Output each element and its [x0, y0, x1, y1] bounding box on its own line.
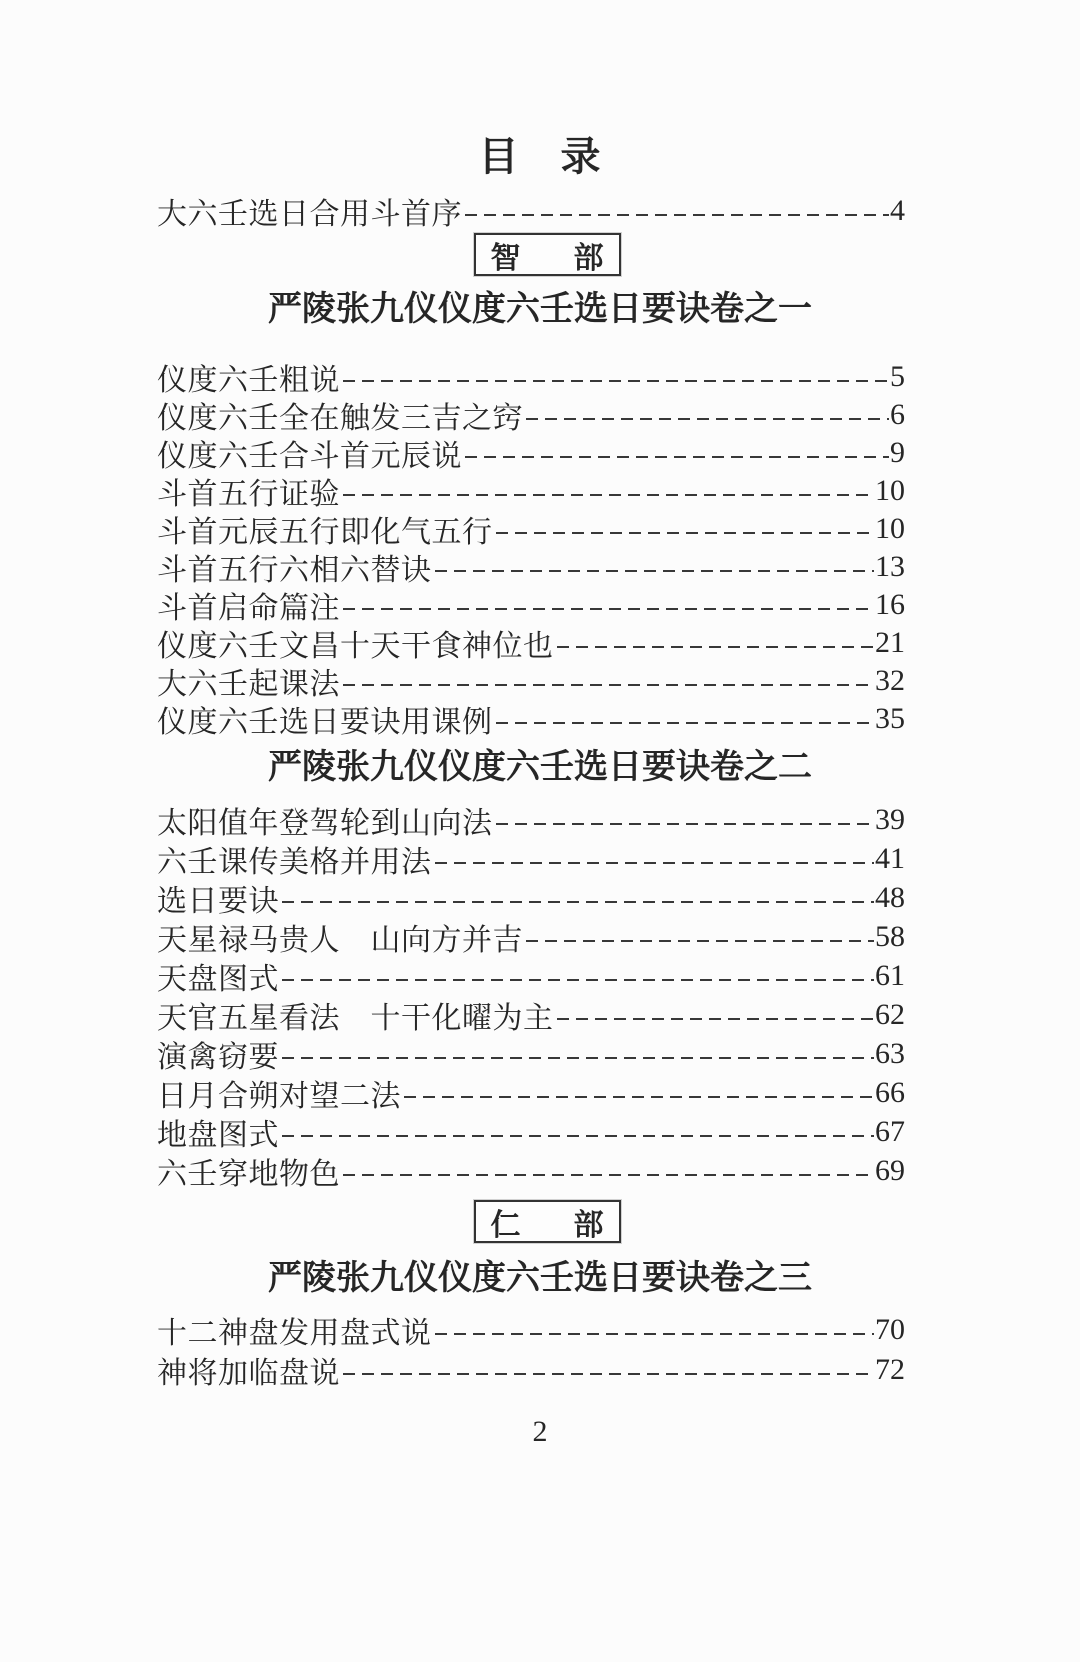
toc-entry [157, 1310, 905, 1350]
toc-entry-page: 13 [875, 550, 905, 583]
part-badge-ren [474, 1200, 621, 1243]
toc-entry-page: 58 [875, 919, 905, 953]
toc-entry-title: 十二神盘发用盘式说 [157, 1317, 432, 1350]
toc-entry-page: 41 [875, 841, 905, 875]
dash-leader [435, 570, 875, 572]
toc-entry-page: 35 [875, 702, 905, 735]
toc-entry-title: 仪度六壬粗说 [157, 364, 340, 397]
toc-entry [157, 358, 905, 396]
dash-leader [557, 646, 875, 648]
part-badge-left-char: 智 [490, 241, 521, 275]
dash-leader [496, 532, 875, 534]
toc-entry [157, 1034, 905, 1073]
dash-leader [282, 979, 874, 981]
part-badge-right-char: 部 [573, 241, 604, 275]
toc-entry-title: 仪度六壬文昌十天干食神位也 [157, 630, 554, 663]
dash-leader [435, 1333, 875, 1335]
toc-entry-page: 63 [875, 1036, 905, 1070]
toc-entry-title: 日月合朔对望二法 [157, 1079, 401, 1113]
toc-entry-page: 66 [875, 1075, 905, 1109]
toc-entry [157, 839, 905, 878]
part-badge-right-char: 部 [573, 1208, 604, 1242]
toc-entry-page: 67 [875, 1114, 905, 1148]
section-heading-vol2: 严陵张九仪仪度六壬选日要诀卷之二 [268, 749, 812, 786]
toc-entry-page: 32 [875, 664, 905, 697]
toc-entry [157, 878, 905, 917]
toc-entry-page: 9 [890, 436, 905, 469]
dash-leader [343, 380, 889, 382]
toc-entry [157, 191, 905, 231]
toc-entry-title: 选日要诀 [157, 884, 279, 918]
dash-leader [282, 1057, 874, 1059]
dash-leader [343, 494, 874, 496]
toc-entry-title: 六壬穿地物色 [157, 1157, 340, 1191]
toc-entry-page: 69 [875, 1153, 905, 1187]
toc-entry [157, 700, 905, 738]
toc-entry-title: 天盘图式 [157, 962, 279, 996]
toc-entry [157, 548, 905, 586]
toc-entry-title: 大六壬选日合用斗首序 [157, 198, 462, 231]
toc-entry [157, 1112, 905, 1151]
toc-entry-title: 仪度六壬合斗首元辰说 [157, 440, 462, 473]
dash-leader [557, 1018, 875, 1020]
page-title: 目 录 [478, 134, 602, 179]
dash-leader [343, 608, 874, 610]
toc-page [0, 136, 1080, 1662]
toc-entry-page: 48 [875, 880, 905, 914]
toc-entry-page: 21 [875, 626, 905, 659]
toc-entry-title: 斗首五行证验 [157, 478, 340, 511]
dash-leader [496, 823, 875, 825]
dash-leader [343, 684, 874, 686]
toc-entry-title: 地盘图式 [157, 1118, 279, 1152]
dash-leader [404, 1096, 874, 1098]
toc-list-vol2 [157, 800, 905, 1190]
dash-leader [465, 456, 889, 458]
toc-entry-page: 10 [875, 474, 905, 507]
toc-list-vol3 [157, 1310, 905, 1390]
toc-entry-title: 演禽窃要 [157, 1040, 279, 1074]
toc-entry-page: 16 [875, 588, 905, 621]
toc-entry-title: 斗首启命篇注 [157, 592, 340, 625]
dash-leader [343, 1373, 874, 1375]
dash-leader [282, 901, 874, 903]
toc-entry-page: 10 [875, 512, 905, 545]
toc-list-vol1 [157, 358, 905, 738]
toc-entry-page: 61 [875, 958, 905, 992]
toc-entry [157, 1073, 905, 1112]
toc-entry-title: 太阳值年登驾轮到山向法 [157, 806, 493, 840]
toc-entry [157, 1350, 905, 1390]
toc-entry [157, 917, 905, 956]
toc-front-list [157, 191, 905, 231]
toc-entry [157, 396, 905, 434]
part-badge-zhi [474, 233, 621, 276]
section-heading-vol3: 严陵张九仪仪度六壬选日要诀卷之三 [268, 1260, 812, 1297]
toc-entry-title: 天星禄马贵人 山向方并吉 [157, 923, 523, 957]
toc-entry-title: 仪度六壬选日要诀用课例 [157, 706, 493, 739]
dash-leader [526, 940, 874, 942]
toc-entry-title: 六壬课传美格并用法 [157, 845, 432, 879]
toc-entry [157, 1151, 905, 1190]
part-badge-left-char: 仁 [490, 1208, 521, 1242]
section-heading-vol1: 严陵张九仪仪度六壬选日要诀卷之一 [268, 291, 812, 328]
toc-entry-page: 6 [890, 398, 905, 431]
toc-entry [157, 624, 905, 662]
toc-entry-title: 神将加临盘说 [157, 1357, 340, 1390]
toc-entry-title: 斗首元辰五行即化气五行 [157, 516, 493, 549]
toc-entry-title: 仪度六壬全在触发三吉之窍 [157, 402, 523, 435]
toc-entry [157, 434, 905, 472]
toc-entry [157, 586, 905, 624]
toc-entry-page: 72 [875, 1353, 905, 1386]
toc-entry-title: 天官五星看法 十干化曜为主 [157, 1001, 554, 1035]
dash-leader [496, 722, 875, 724]
toc-entry-page: 62 [875, 997, 905, 1031]
toc-entry [157, 995, 905, 1034]
toc-entry-page: 4 [890, 194, 905, 227]
dash-leader [435, 862, 875, 864]
dash-leader [526, 418, 889, 420]
dash-leader [282, 1135, 874, 1137]
toc-entry-page: 39 [875, 802, 905, 836]
toc-entry [157, 956, 905, 995]
toc-entry [157, 662, 905, 700]
toc-entry [157, 800, 905, 839]
dash-leader [343, 1174, 874, 1176]
toc-entry [157, 472, 905, 510]
toc-entry [157, 510, 905, 548]
toc-entry-page: 5 [890, 360, 905, 393]
page-number: 2 [532, 1415, 548, 1448]
toc-entry-title: 大六壬起课法 [157, 668, 340, 701]
toc-entry-title: 斗首五行六相六替诀 [157, 554, 432, 587]
dash-leader [465, 214, 889, 216]
toc-entry-page: 70 [875, 1313, 905, 1346]
